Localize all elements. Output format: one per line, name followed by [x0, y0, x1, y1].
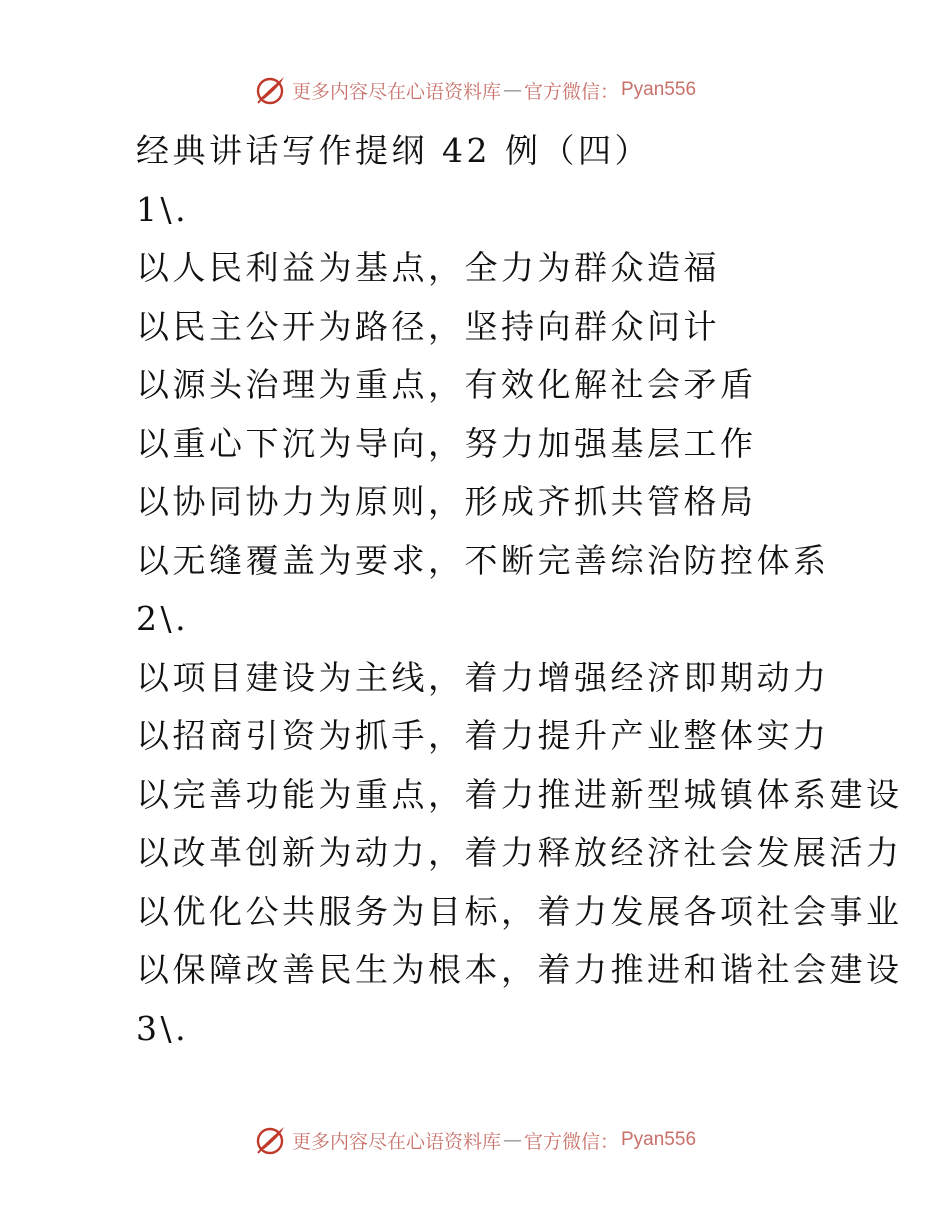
section-number: 3\. [136, 1008, 190, 1048]
watermark-slogan: 更多内容尽在心语资料库 [291, 80, 501, 103]
text-line: 以重心下沉为导向，努力加强基层工作 [136, 423, 757, 463]
header-watermark-banner [0, 70, 950, 110]
text-line: 以协同协力为原则，形成齐抓共管格局 [136, 482, 757, 521]
text-line: 以优化公共服务为目标，着力发展各项社会事业 [136, 891, 903, 931]
footer-watermark-banner [0, 1120, 950, 1160]
text-line: 以保障改善民生为根本，着力推进和谐社会建设 [136, 950, 903, 989]
watermark-wechat-id: Pyan556 [621, 79, 697, 100]
watermark-wechat-id: Pyan556 [621, 1129, 697, 1150]
quill-logo-icon [254, 1123, 288, 1157]
watermark-wechat-label: 官方微信： [523, 80, 619, 103]
text-line: 以人民利益为基点，全力为群众造福 [136, 248, 720, 287]
text-line: 以改革创新为动力，着力释放经济社会发展活力 [136, 833, 903, 872]
text-line: 以源头治理为重点，有效化解社会矛盾 [136, 365, 757, 404]
watermark-separator: — [502, 79, 522, 101]
section-number: 2\. [136, 599, 190, 638]
document-title: 经典讲话写作提纲 42 例（四） [136, 131, 651, 170]
document-body [136, 122, 916, 1058]
text-line: 以无缝覆盖为要求，不断完善综治防控体系 [136, 540, 830, 580]
text-line: 以民主公开为路径，坚持向群众问计 [136, 306, 720, 346]
quill-logo-icon [254, 73, 288, 107]
watermark-wechat-label: 官方微信： [523, 1130, 619, 1153]
text-line: 以项目建设为主线，着力增强经济即期动力 [136, 657, 830, 697]
watermark-slogan: 更多内容尽在心语资料库 [291, 1130, 501, 1153]
watermark-separator: — [502, 1129, 522, 1151]
text-line: 以招商引资为抓手，着力提升产业整体实力 [136, 716, 830, 755]
section-number: 1\. [136, 189, 190, 229]
text-line: 以完善功能为重点，着力推进新型城镇体系建设 [136, 774, 903, 814]
